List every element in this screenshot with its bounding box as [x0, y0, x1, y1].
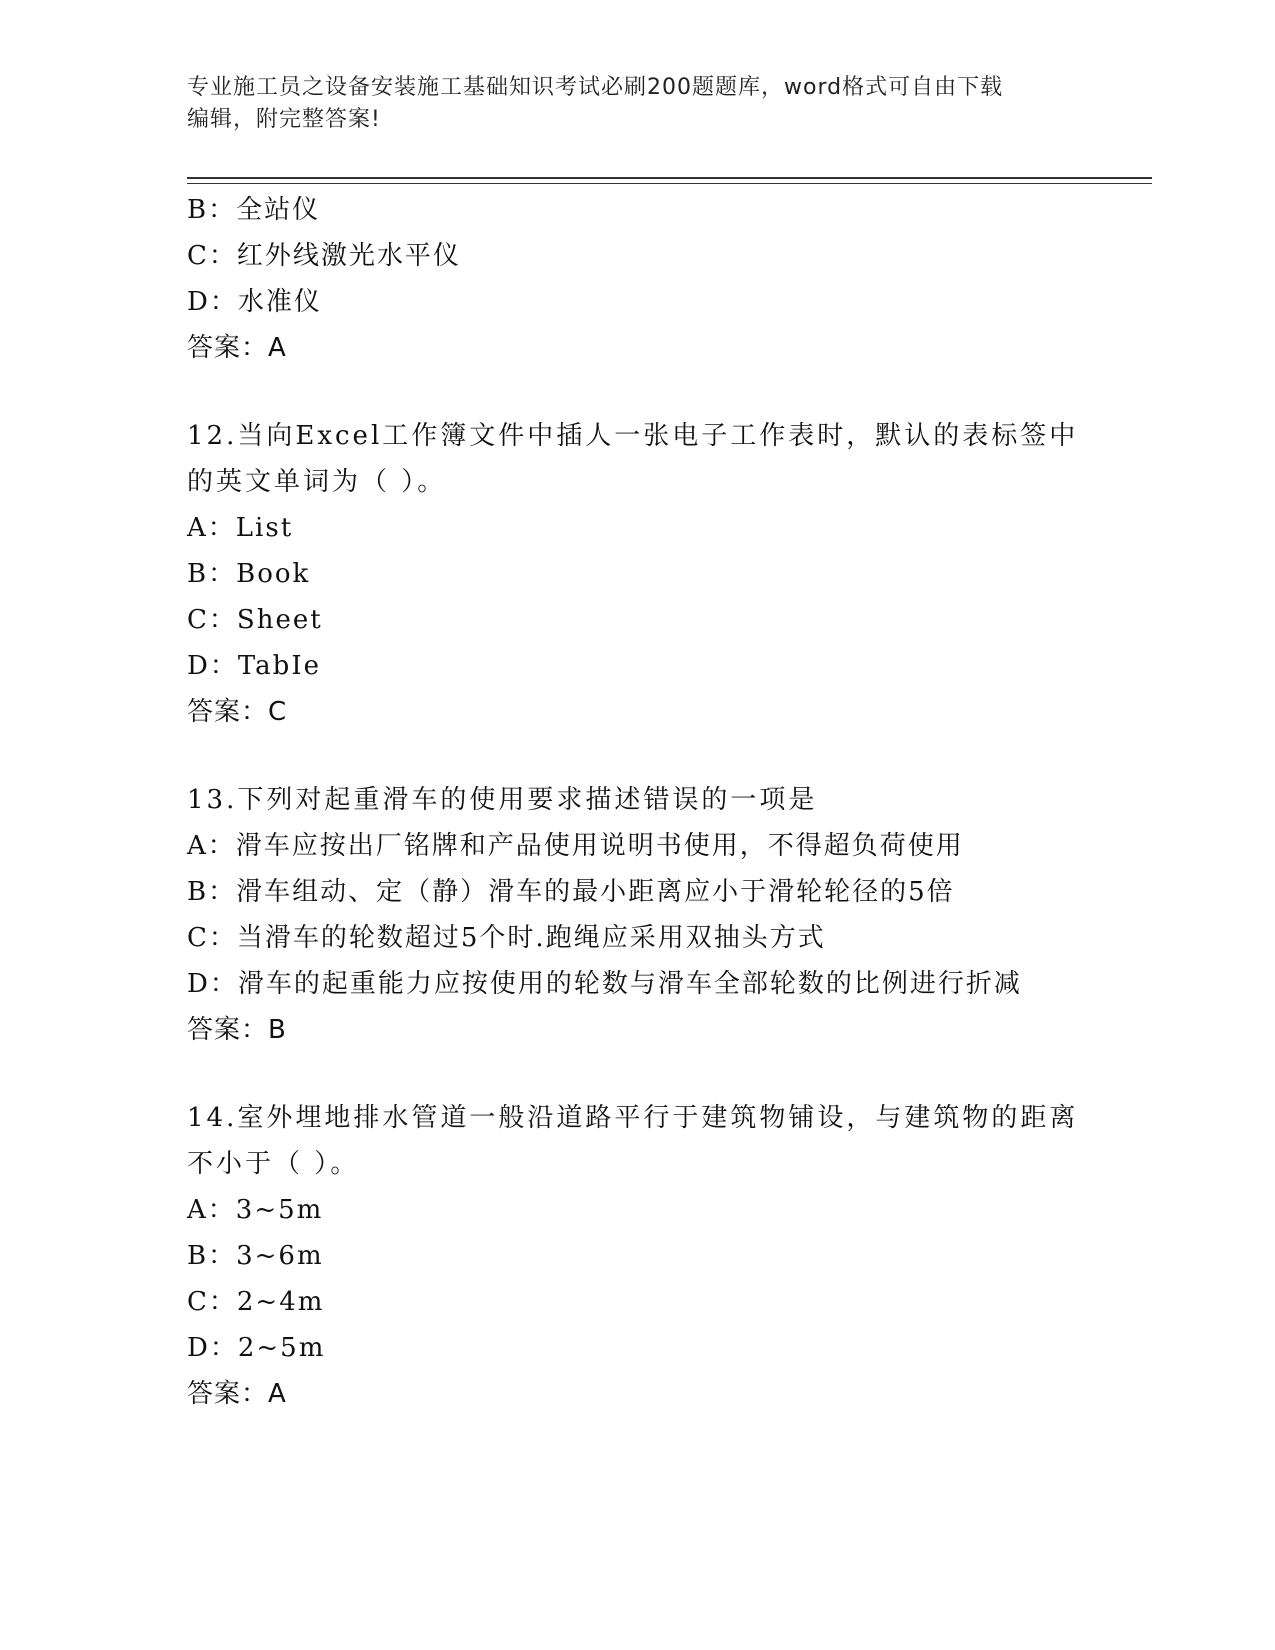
- option-a: A：3~5m: [187, 1195, 324, 1225]
- question-text-line-2: 不小于（ ）。: [187, 1149, 360, 1179]
- header-title-line-1: 专业施工员之设备安装施工基础知识考试必刷200题题库，word格式可自由下载: [187, 75, 1004, 100]
- option-c: C：2~4m: [187, 1287, 325, 1317]
- header-divider-thin: [187, 183, 1152, 184]
- option-a: A：滑车应按出厂铭牌和产品使用说明书使用，不得超负荷使用: [187, 831, 964, 861]
- spacer: [187, 1053, 1087, 1095]
- option-b: B：滑车组动、定（静）滑车的最小距离应小于滑轮轮径的5倍: [187, 877, 955, 907]
- question-13: [187, 777, 1087, 1053]
- option-b: B：全站仪: [187, 195, 321, 225]
- option-d: D：2~5m: [187, 1333, 326, 1363]
- question-text-line-1: 12.当向Excel工作簿文件中插人一张电子工作表时，默认的表标签中: [187, 421, 1079, 451]
- option-c: C：当滑车的轮数超过5个时.跑绳应采用双抽头方式: [187, 923, 826, 953]
- question-text-line-1: 13.下列对起重滑车的使用要求描述错误的一项是: [187, 785, 818, 815]
- question-12: [187, 413, 1087, 735]
- spacer: [187, 371, 1087, 413]
- spacer: [187, 735, 1087, 777]
- option-d: D：滑车的起重能力应按使用的轮数与滑车全部轮数的比例进行折减: [187, 969, 1022, 999]
- answer: 答案：C: [187, 697, 288, 727]
- question-list: [187, 187, 1087, 1417]
- option-c: C：红外线激光水平仪: [187, 241, 461, 271]
- question-14: [187, 1095, 1087, 1417]
- answer: 答案：A: [187, 1379, 287, 1409]
- option-c: C：Sheet: [187, 605, 323, 635]
- document-header: [187, 72, 1087, 136]
- question-text-line-2: 的英文单词为（ ）。: [187, 467, 447, 497]
- option-a: A：List: [187, 513, 294, 543]
- answer: 答案：A: [187, 333, 287, 363]
- header-divider-thick: [187, 177, 1152, 179]
- option-d: D：TabIe: [187, 651, 321, 681]
- question-11-tail: [187, 187, 1087, 371]
- option-b: B：Book: [187, 559, 311, 589]
- answer: 答案：B: [187, 1015, 287, 1045]
- header-title-line-2: 编辑，附完整答案!: [187, 107, 381, 132]
- question-text-line-1: 14.室外埋地排水管道一般沿道路平行于建筑物铺设，与建筑物的距离: [187, 1103, 1079, 1133]
- option-b: B：3~6m: [187, 1241, 324, 1271]
- option-d: D：水准仪: [187, 287, 322, 317]
